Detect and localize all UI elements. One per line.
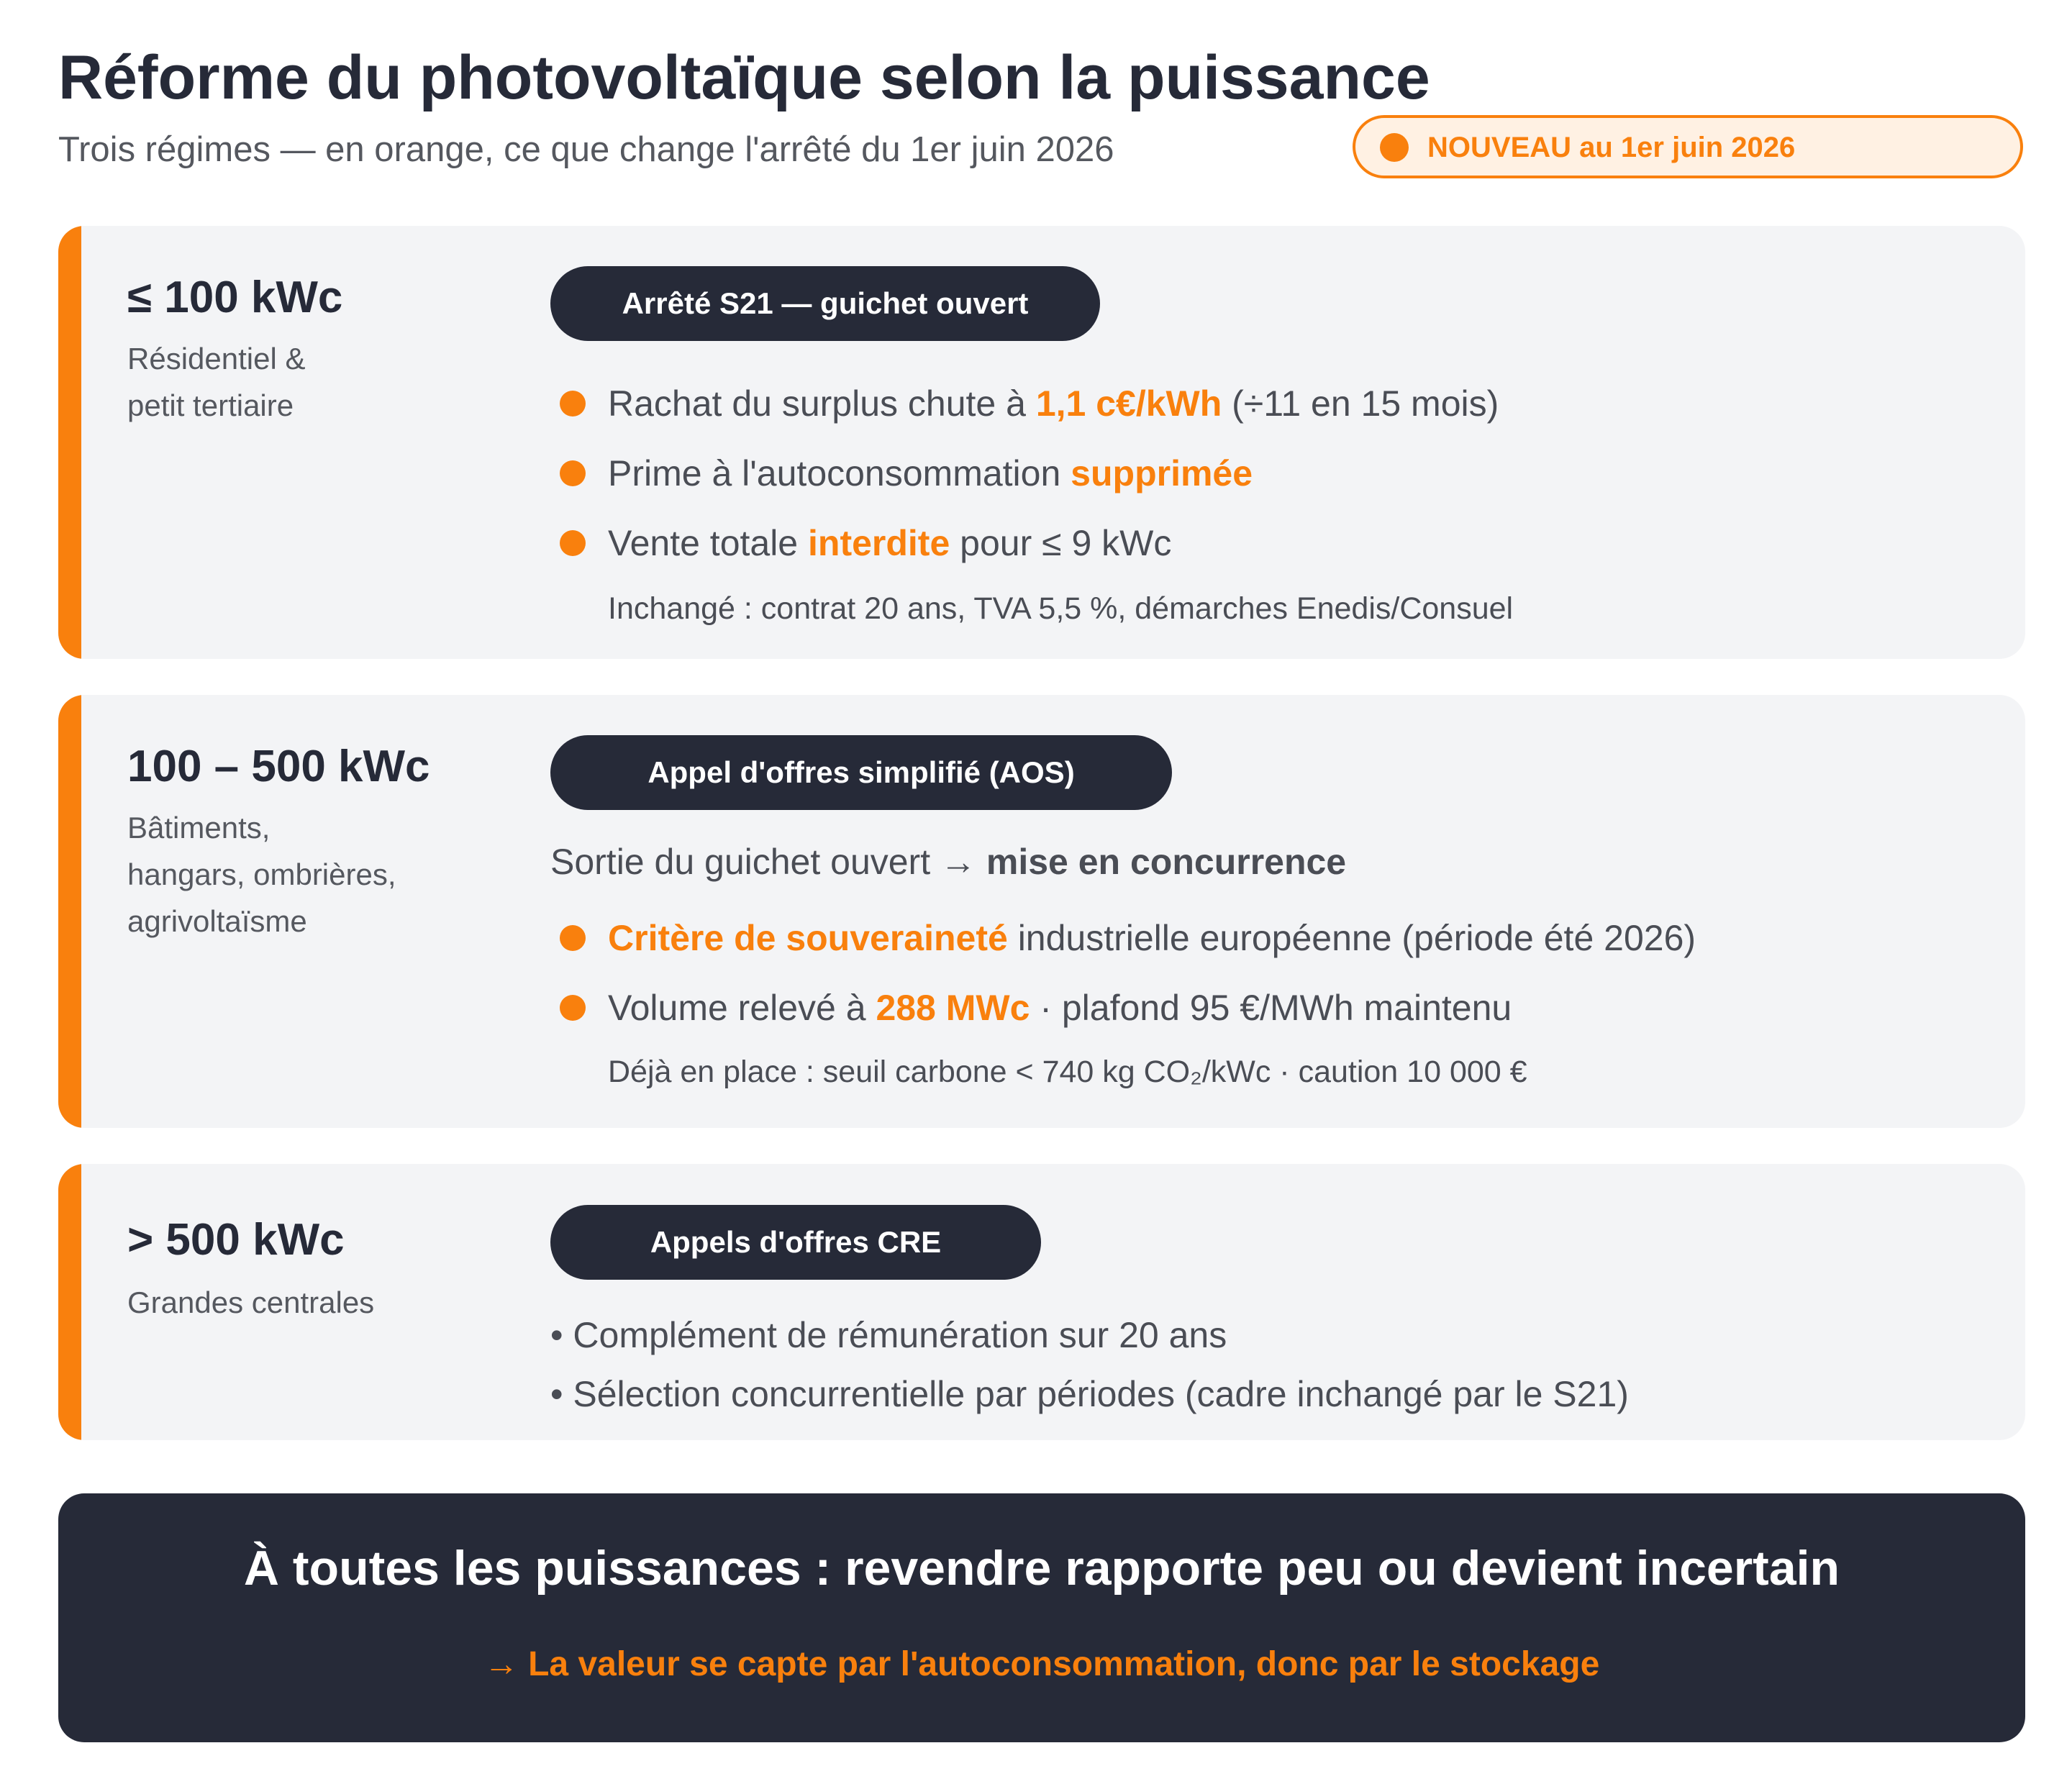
- existing-note: Déjà en place : seuil carbone < 740 kg CO₂/kWc · caution 10 000 €: [608, 1055, 1527, 1089]
- page-title: Réforme du photovoltaïque selon la puissance: [58, 43, 1430, 112]
- tier-description-line: Résidentiel &: [127, 342, 306, 376]
- tier-title: 100 – 500 kWc: [127, 742, 430, 791]
- orange-dot-icon: [1380, 133, 1409, 162]
- change-item: Critère de souveraineté industrielle européenne (période été 2026): [608, 918, 1696, 958]
- change-item: Vente totale interdite pour ≤ 9 kWc: [608, 523, 1172, 563]
- orange-bullet-icon: [560, 925, 586, 951]
- conclusion-banner: [58, 1493, 2025, 1742]
- tier-description-line: Bâtiments,: [127, 811, 271, 845]
- tier-accent-bar: [58, 1164, 81, 1440]
- tier-accent-bar: [58, 695, 81, 1128]
- change-item: Rachat du surplus chute à 1,1 c€/kWh (÷11 en 15 mois): [608, 383, 1499, 424]
- page-subtitle: Trois régimes — en orange, ce que change l'arrêté du 1er juin 2026: [58, 130, 1114, 169]
- orange-bullet-icon: [560, 530, 586, 556]
- tier-accent-bar: [58, 226, 81, 659]
- regime-pill: Arrêté S21 — guichet ouvert: [550, 266, 1100, 341]
- regime-pill: Appels d'offres CRE: [550, 1205, 1041, 1280]
- regime-item: • Complément de rémunération sur 20 ans: [550, 1315, 1227, 1355]
- tier-description-line: petit tertiaire: [127, 388, 294, 422]
- orange-bullet-icon: [560, 391, 586, 417]
- unchanged-note: Inchangé : contrat 20 ans, TVA 5,5 %, démarches Enedis/Consuel: [608, 591, 1514, 626]
- conclusion-title: À toutes les puissances : revendre rapporte peu ou devient incertain: [243, 1541, 1840, 1596]
- tier-description-line: hangars, ombrières,: [127, 857, 396, 891]
- regime-item: • Sélection concurrentielle par périodes (cadre inchangé par le S21): [550, 1374, 1629, 1414]
- orange-bullet-icon: [560, 995, 586, 1021]
- tier-description: [127, 1279, 374, 1326]
- tier-title: ≤ 100 kWc: [127, 273, 343, 322]
- orange-bullet-icon: [560, 460, 586, 486]
- tier-description: [127, 335, 305, 429]
- tier-title: > 500 kWc: [127, 1215, 345, 1265]
- change-item: Volume relevé à 288 MWc · plafond 95 €/MWh maintenu: [608, 988, 1512, 1028]
- new-badge-label: NOUVEAU au 1er juin 2026: [1427, 132, 1796, 163]
- tier-description-line: agrivoltaïsme: [127, 904, 307, 938]
- tier-intro: Sortie du guichet ouvert → mise en concurrence: [550, 842, 1347, 882]
- change-item: Prime à l'autoconsommation supprimée: [608, 453, 1253, 493]
- regime-pill: Appel d'offres simplifié (AOS): [550, 735, 1172, 810]
- conclusion-subtitle: → La valeur se capte par l'autoconsommation, donc par le stockage: [483, 1645, 1600, 1683]
- tier-description: [127, 804, 396, 945]
- tier-description-line: Grandes centrales: [127, 1285, 375, 1319]
